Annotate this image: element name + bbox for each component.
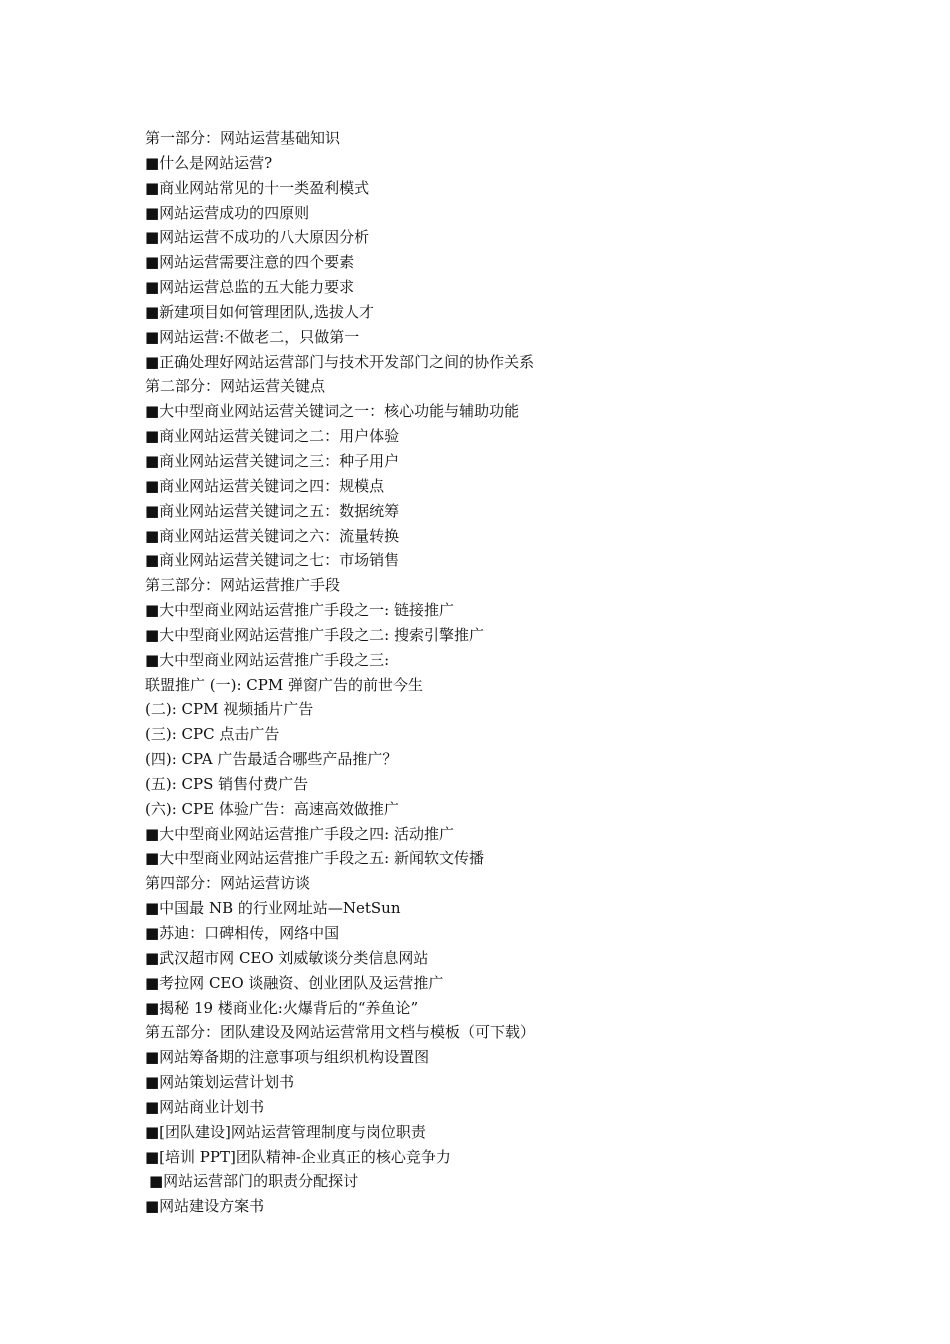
section-heading-part-2: 第二部分：网站运营关键点	[145, 377, 326, 396]
list-item: ■正确处理好网站运营部门与技术开发部门之间的协作关系	[145, 352, 535, 371]
list-item: ■网站运营成功的四原则	[145, 203, 310, 222]
sub-item: (四): CPA 广告最适合哪些产品推广？	[145, 750, 398, 769]
list-item: ■苏迪：口碑相传，网络中国	[145, 924, 340, 942]
list-item: ■大中型商业网站运营推广手段之三:	[145, 650, 390, 669]
list-item: ■网站运营部门的职责分配探讨	[149, 1172, 359, 1191]
section-heading-part-3: 第三部分：网站运营推广手段	[145, 576, 341, 595]
list-item: ■揭秘 19 楼商业化:火爆背后的“养鱼论”	[145, 998, 419, 1017]
list-item: ■网站建设方案书	[145, 1197, 265, 1216]
list-item: ■网站运营:不做老二，只做第一	[145, 327, 360, 346]
sub-item: (三): CPC 点击广告	[145, 725, 280, 744]
list-item: ■中国最 NB 的行业网址站—NetSun	[145, 899, 401, 918]
list-item: ■商业网站运营关键词之四：规模点	[145, 476, 385, 495]
list-item: ■网站策划运营计划书	[145, 1073, 295, 1092]
list-item: ■网站商业计划书	[145, 1097, 265, 1116]
section-heading-part-5: 第五部分：团队建设及网站运营常用文档与模板（可下载）	[145, 1023, 536, 1042]
list-item: ■大中型商业网站运营推广手段之二: 搜索引擎推广	[145, 625, 484, 644]
list-item: ■什么是网站运营?	[145, 153, 273, 172]
list-item: ■大中型商业网站运营推广手段之一: 链接推广	[145, 601, 454, 620]
list-item: ■大中型商业网站运营推广手段之四: 活动推广	[145, 824, 454, 843]
list-item: ■[培训 PPT]团队精神-企业真正的核心竞争力	[145, 1147, 451, 1166]
list-item: ■商业网站运营关键词之五：数据统筹	[145, 501, 400, 520]
document-body	[145, 126, 865, 1219]
list-item: ■商业网站运营关键词之二：用户体验	[145, 427, 400, 446]
sub-item: (五): CPS 销售付费广告	[145, 774, 309, 793]
section-heading-part-1: 第一部分：网站运营基础知识	[145, 129, 341, 147]
list-item: ■网站运营需要注意的四个要素	[145, 253, 355, 272]
list-item: ■网站运营总监的五大能力要求	[145, 278, 355, 297]
list-item: ■大中型商业网站运营推广手段之五: 新闻软文传播	[145, 849, 484, 868]
sub-item: (六): CPE 体验广告：高速高效做推广	[145, 799, 399, 818]
list-item: ■大中型商业网站运营关键词之一：核心功能与辅助功能	[145, 402, 520, 421]
list-item: ■网站筹备期的注意事项与组织机构设置图	[145, 1048, 430, 1067]
list-item: ■网站运营不成功的八大原因分析	[145, 228, 370, 247]
section-heading-part-4: 第四部分：网站运营访谈	[145, 874, 311, 893]
sub-item: 联盟推广 (一): CPM 弹窗广告的前世今生	[145, 675, 423, 694]
list-item: ■商业网站常见的十一类盈利模式	[145, 178, 370, 197]
list-item: ■商业网站运营关键词之三：种子用户	[145, 451, 400, 470]
list-item: ■[团队建设]网站运营管理制度与岗位职责	[145, 1122, 426, 1141]
sub-item: (二): CPM 视频插片广告	[145, 700, 314, 719]
list-item: ■商业网站运营关键词之七：市场销售	[145, 551, 400, 570]
list-item: ■武汉超市网 CEO 刘威敏谈分类信息网站	[145, 948, 429, 967]
list-item: ■考拉网 CEO 谈融资、创业团队及运营推广	[145, 973, 444, 992]
list-item: ■商业网站运营关键词之六：流量转换	[145, 526, 400, 545]
list-item: ■新建项目如何管理团队,选拔人才	[145, 302, 374, 321]
